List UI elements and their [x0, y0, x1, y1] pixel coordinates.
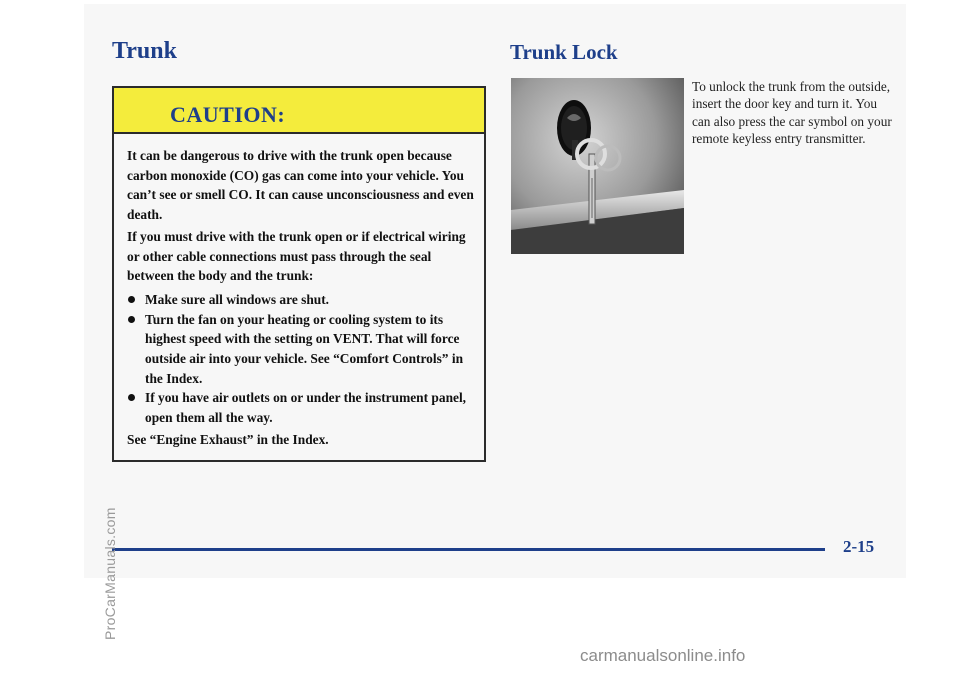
page-number: 2-15 — [843, 537, 875, 556]
list-item — [127, 290, 479, 310]
list-item — [127, 388, 479, 427]
bullet-text: If you have air outlets on or under the instrument panel, open them all the way. — [145, 390, 467, 426]
caution-body — [127, 146, 479, 450]
caution-header — [114, 88, 484, 134]
trunk-lock-description: To unlock the trunk from the outside, insert the door key and turn it. You can also press the car symbol on your remote keyless entry transmitter. — [692, 79, 892, 147]
caution-box — [112, 86, 486, 462]
bullet-icon — [128, 296, 135, 303]
bullet-icon — [128, 394, 135, 401]
list-item — [127, 310, 479, 389]
caution-title: CAUTION: — [170, 102, 286, 127]
section-heading-trunk-lock: Trunk Lock — [510, 40, 618, 64]
caution-paragraph-1: It can be dangerous to drive with the trunk open because carbon monoxide (CO) gas can come into your vehicle. You can’t see or smell CO. It can cause unconsciousness and even death. — [127, 148, 474, 223]
caution-closing: See “Engine Exhaust” in the Index. — [127, 431, 329, 447]
caution-paragraph-2: If you must drive with the trunk open or if electrical wiring or other cable connections must pass through the seal between the body and the trunk: — [127, 228, 466, 284]
section-heading-trunk: Trunk — [112, 38, 177, 64]
trunk-lock-photo — [511, 78, 684, 254]
bullet-text: Make sure all windows are shut. — [145, 291, 330, 307]
footer-rule — [112, 548, 825, 551]
bullet-icon — [128, 316, 135, 323]
caution-bullet-list — [127, 290, 479, 428]
side-watermark: ProCarManuals.com — [102, 507, 118, 640]
footer-watermark: carmanualsonline.info — [580, 646, 746, 665]
bullet-text: Turn the fan on your heating or cooling system to its highest speed with the setting on VENT. That will force outside air into your vehicle. See “Comfort Controls” in the Index. — [145, 311, 464, 386]
